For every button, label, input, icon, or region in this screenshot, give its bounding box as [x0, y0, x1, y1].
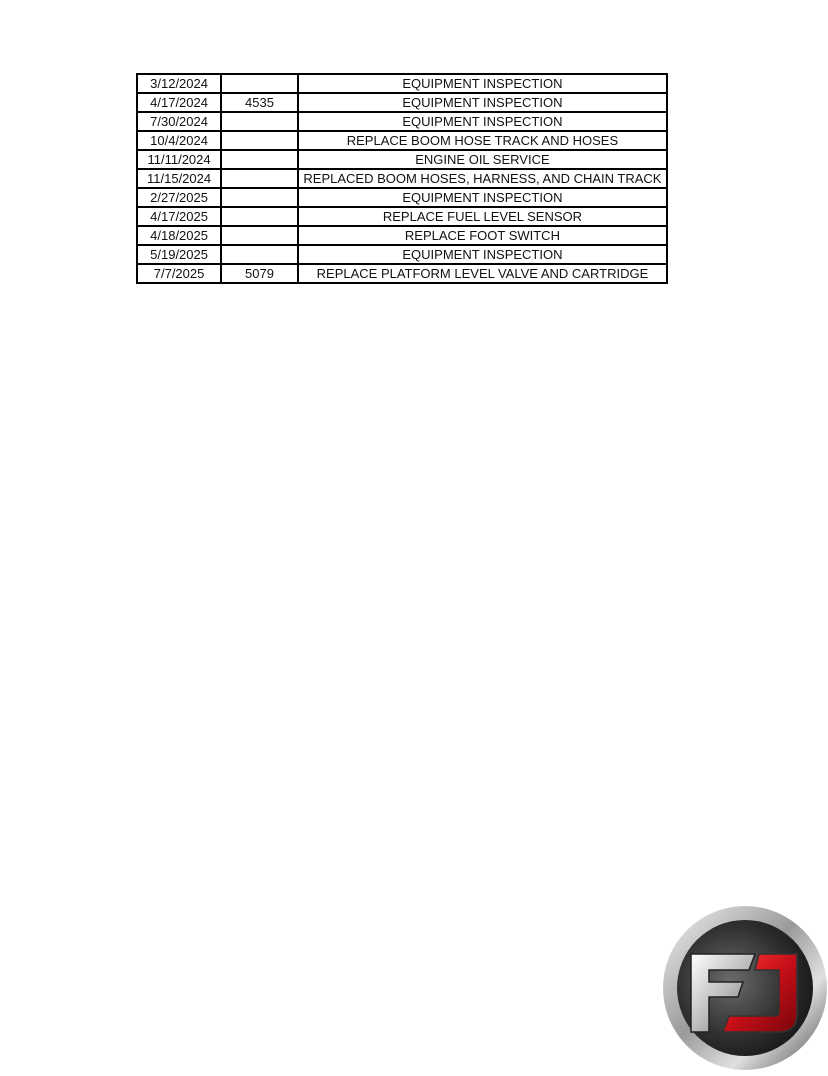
hours-cell — [221, 207, 298, 226]
date-cell: 10/4/2024 — [137, 131, 221, 150]
table-row — [137, 188, 667, 207]
description-cell: EQUIPMENT INSPECTION — [298, 112, 667, 131]
date-cell: 11/11/2024 — [137, 150, 221, 169]
date-cell: 11/15/2024 — [137, 169, 221, 188]
table-row — [137, 93, 667, 112]
date-cell: 4/18/2025 — [137, 226, 221, 245]
hours-cell — [221, 245, 298, 264]
description-cell: EQUIPMENT INSPECTION — [298, 74, 667, 93]
date-cell: 4/17/2024 — [137, 93, 221, 112]
date-cell: 5/19/2025 — [137, 245, 221, 264]
description-cell: ENGINE OIL SERVICE — [298, 150, 667, 169]
description-cell: REPLACE FOOT SWITCH — [298, 226, 667, 245]
table-row — [137, 74, 667, 93]
hours-cell — [221, 131, 298, 150]
hours-cell: 4535 — [221, 93, 298, 112]
table-row — [137, 169, 667, 188]
hours-cell — [221, 112, 298, 131]
hours-cell — [221, 226, 298, 245]
hours-cell: 5079 — [221, 264, 298, 283]
date-cell: 7/30/2024 — [137, 112, 221, 131]
hours-cell — [221, 74, 298, 93]
table-row — [137, 264, 667, 283]
table-row — [137, 150, 667, 169]
date-cell: 7/7/2025 — [137, 264, 221, 283]
description-cell: REPLACED BOOM HOSES, HARNESS, AND CHAIN TRACK — [298, 169, 667, 188]
description-cell: REPLACE FUEL LEVEL SENSOR — [298, 207, 667, 226]
date-cell: 3/12/2024 — [137, 74, 221, 93]
table-row — [137, 112, 667, 131]
date-cell: 4/17/2025 — [137, 207, 221, 226]
description-cell: EQUIPMENT INSPECTION — [298, 245, 667, 264]
date-cell: 2/27/2025 — [137, 188, 221, 207]
fj-logo-graphic — [663, 906, 828, 1071]
table-row — [137, 131, 667, 150]
description-cell: EQUIPMENT INSPECTION — [298, 93, 667, 112]
table-row — [137, 245, 667, 264]
hours-cell — [221, 188, 298, 207]
hours-cell — [221, 169, 298, 188]
hours-cell — [221, 150, 298, 169]
table-row — [137, 226, 667, 245]
service-log-body — [137, 74, 667, 283]
fj-logo-icon — [663, 906, 828, 1071]
service-log-table — [136, 73, 668, 284]
description-cell: REPLACE BOOM HOSE TRACK AND HOSES — [298, 131, 667, 150]
description-cell: EQUIPMENT INSPECTION — [298, 188, 667, 207]
table-row — [137, 207, 667, 226]
description-cell: REPLACE PLATFORM LEVEL VALVE AND CARTRIDGE — [298, 264, 667, 283]
